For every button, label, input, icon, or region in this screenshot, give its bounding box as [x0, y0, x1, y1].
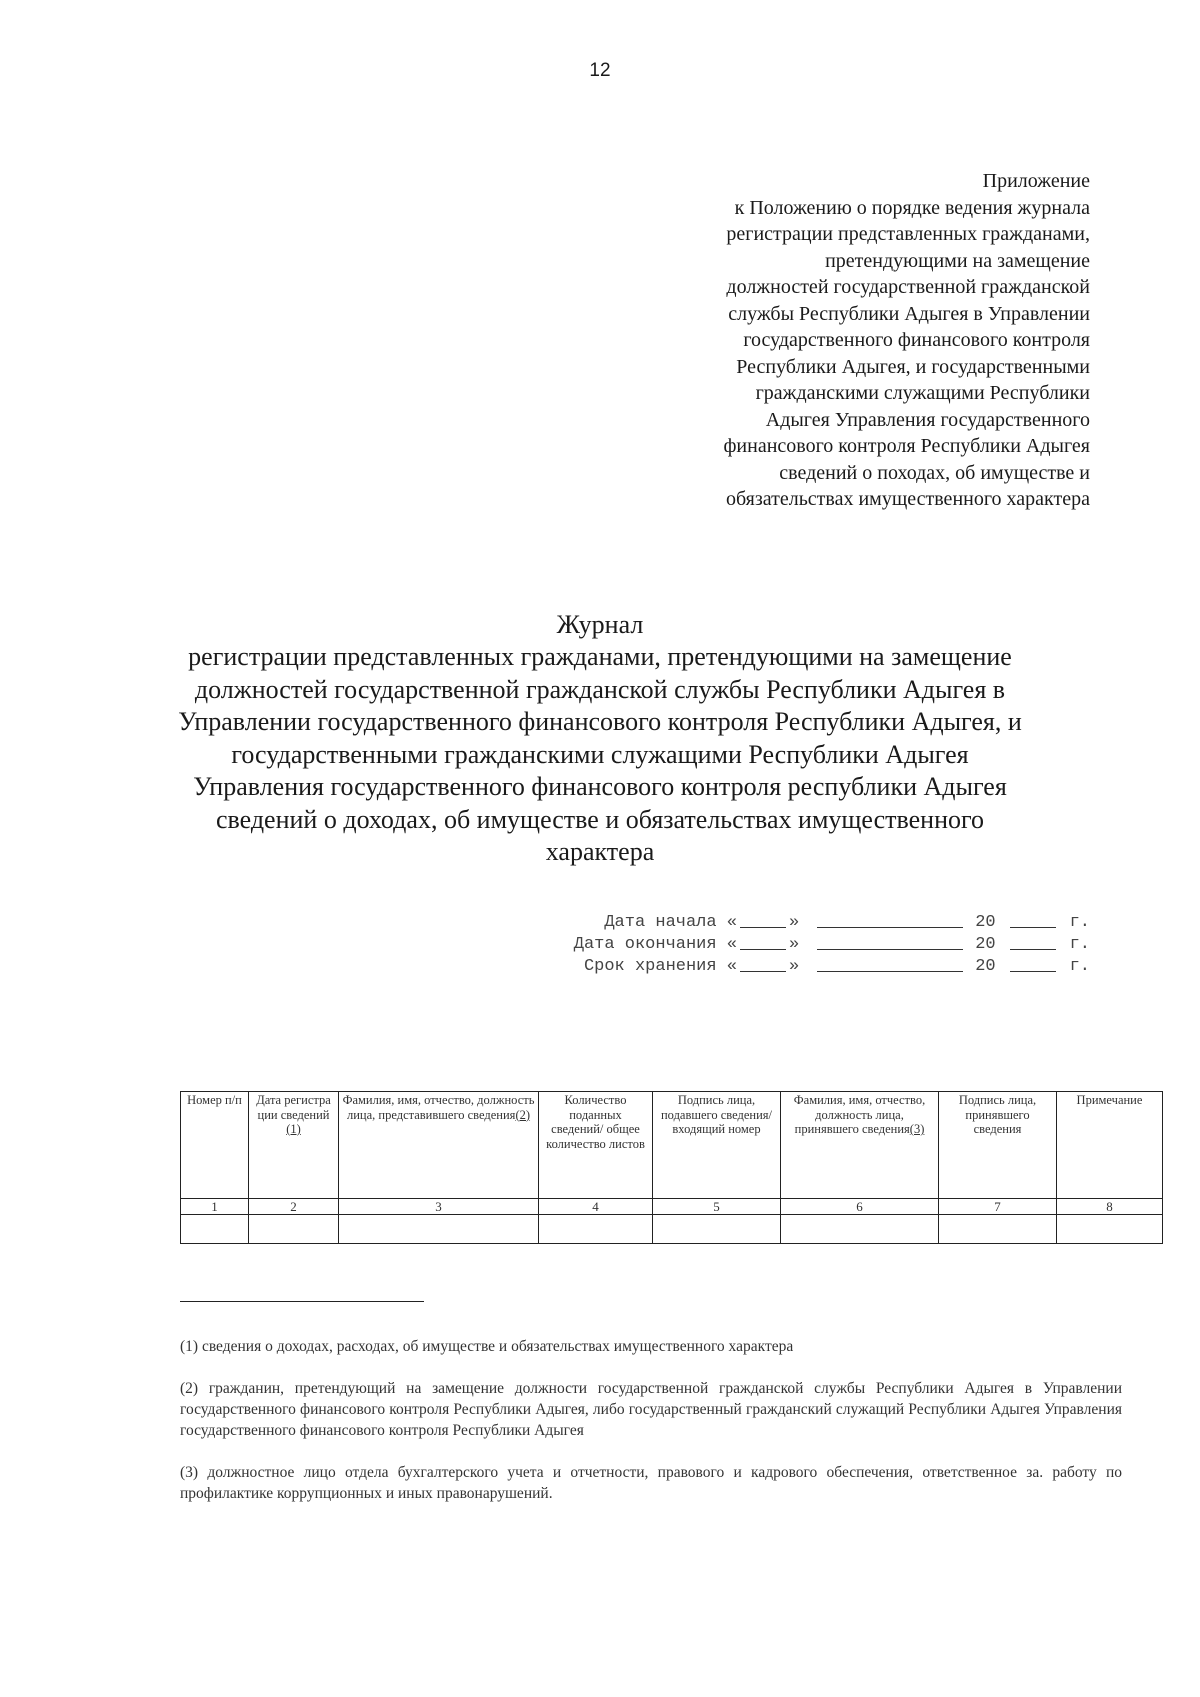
header-cell-receiver: Фамилия, имя, отчество, должность лица, принявшего сведения(3): [781, 1092, 939, 1199]
appendix-line: гражданскими служащими Республики: [755, 382, 1090, 404]
title-line: сведений о доходах, об имуществе и обязательствах имущественного: [215, 804, 985, 834]
quote-close: »: [788, 957, 800, 976]
title-line: Управлении государственного финансового контроля Республики Адыгея, и: [178, 707, 1022, 736]
month-blank: [817, 956, 963, 972]
date-label: Дата окончания: [573, 935, 717, 954]
year-suffix: г.: [1069, 957, 1090, 976]
appendix-line: государственного финансового контроля: [743, 329, 1090, 351]
quote-open: «: [726, 957, 737, 976]
day-blank: [740, 956, 786, 972]
day-blank: [740, 934, 786, 950]
year-prefix: 20: [975, 957, 996, 976]
year-prefix: 20: [975, 935, 996, 954]
header-cell-signature-submitter: Подпись лица, подавшего сведения/ входящий номер: [653, 1092, 781, 1199]
appendix-block: [610, 168, 1090, 513]
quote-close: »: [788, 913, 800, 932]
appendix-line: финансового контроля Республики Адыгея: [723, 435, 1090, 457]
title-line: характера: [545, 837, 655, 866]
footnote-divider: [180, 1301, 424, 1302]
header-cell-number: Номер п/п: [181, 1092, 249, 1199]
column-number-row: [181, 1199, 1163, 1215]
header-cell-date: Дата регистра ции сведений (1): [249, 1092, 339, 1199]
footnote-2: (2) гражданин, претендующий на замещение должности государственной гражданской службы Республики Адыгея в Управлении государственного финансового контроля Республики Адыгея, либо государственный гражданский служащий Республики Адыгея Управления государственного финансового контроля Республики Адыгея: [180, 1380, 1122, 1439]
footnote-1: (1) сведения о доходах, расходах, об имуществе и обязательствах имущественного характера: [180, 1338, 794, 1355]
appendix-line: регистрации представленных гражданами,: [726, 223, 1090, 245]
column-number: 1: [181, 1199, 249, 1215]
date-row-start: [574, 912, 1090, 934]
quote-open: «: [726, 935, 737, 954]
title-line: регистрации представленных гражданами, претендующими на замещение: [188, 642, 1012, 671]
appendix-line: Приложение: [982, 170, 1090, 192]
title-line: должностей государственной гражданской службы Республики Адыгея в: [194, 674, 1006, 704]
appendix-line: сведений о походах, об имуществе и: [779, 461, 1090, 484]
header-cell-note: Примечание: [1057, 1092, 1163, 1199]
appendix-line: службы Республики Адыгея в Управлении: [728, 302, 1090, 325]
column-number: 2: [249, 1199, 339, 1215]
column-number: 6: [781, 1199, 939, 1215]
year-suffix: г.: [1069, 935, 1090, 954]
header-cell-submitter: Фамилия, имя, отчество, должность лица, представившего сведения(2): [339, 1092, 539, 1199]
column-number: 7: [939, 1199, 1057, 1215]
column-number: 3: [339, 1199, 539, 1215]
quote-close: »: [788, 935, 800, 954]
document-title: [150, 608, 1050, 869]
appendix-line: обязательствах имущественного характера: [725, 488, 1090, 510]
table-cell: [181, 1215, 249, 1244]
footnote-3: (3) должностное лицо отдела бухгалтерского учета и отчетности, правового и кадрового обеспечения, ответственное за. работу по профилактике коррупционных и иных правонарушений.: [180, 1464, 1122, 1502]
column-number: 4: [539, 1199, 653, 1215]
column-number: 8: [1057, 1199, 1163, 1215]
date-row-storage: [574, 956, 1090, 978]
table-cell: [939, 1215, 1057, 1244]
table-header-row: [181, 1092, 1163, 1199]
table-cell: [781, 1215, 939, 1244]
table-cell: [653, 1215, 781, 1244]
month-blank: [817, 934, 963, 950]
footnote-ref: (3): [909, 1122, 925, 1136]
header-cell-signature-receiver: Подпись лица, принявшего сведения: [939, 1092, 1057, 1199]
dates-block: [574, 912, 1090, 978]
table-cell: [1057, 1215, 1163, 1244]
title-heading: Журнал: [556, 610, 644, 639]
date-row-end: [574, 934, 1090, 956]
appendix-line: Адыгея Управления государственного: [765, 408, 1090, 431]
quote-open: «: [726, 913, 737, 932]
table-cell: [249, 1215, 339, 1244]
date-label: Дата начала: [604, 913, 717, 932]
appendix-line: претендующими на замещение: [825, 249, 1090, 272]
appendix-line: к Положению о порядке ведения журнала: [734, 196, 1090, 219]
year-prefix: 20: [975, 913, 996, 932]
footnote-ref: (1): [286, 1122, 301, 1136]
date-label: Срок хранения: [583, 957, 717, 976]
footnotes: [180, 1336, 1122, 1525]
footnote-ref: (2): [515, 1107, 531, 1122]
month-blank: [817, 912, 963, 928]
page-number: 12: [589, 60, 611, 81]
column-number: 5: [653, 1199, 781, 1215]
journal-table: [180, 1091, 1163, 1244]
table-cell: [539, 1215, 653, 1244]
year-blank: [1010, 934, 1056, 950]
year-blank: [1010, 912, 1056, 928]
title-line: Управления государственного финансового контроля республики Адыгея: [193, 772, 1007, 801]
year-blank: [1010, 956, 1056, 972]
title-line: государственными гражданскими служащими Республики Адыгея: [231, 739, 969, 769]
header-cell-count: Количество поданных сведений/ общее количество листов: [539, 1092, 653, 1199]
table-row: [181, 1215, 1163, 1244]
day-blank: [740, 912, 786, 928]
appendix-line: должностей государственной гражданской: [726, 276, 1090, 298]
title-subtitle: [150, 641, 1050, 869]
table-cell: [339, 1215, 539, 1244]
appendix-line: Республики Адыгея, и государственными: [736, 355, 1090, 378]
year-suffix: г.: [1069, 913, 1090, 932]
